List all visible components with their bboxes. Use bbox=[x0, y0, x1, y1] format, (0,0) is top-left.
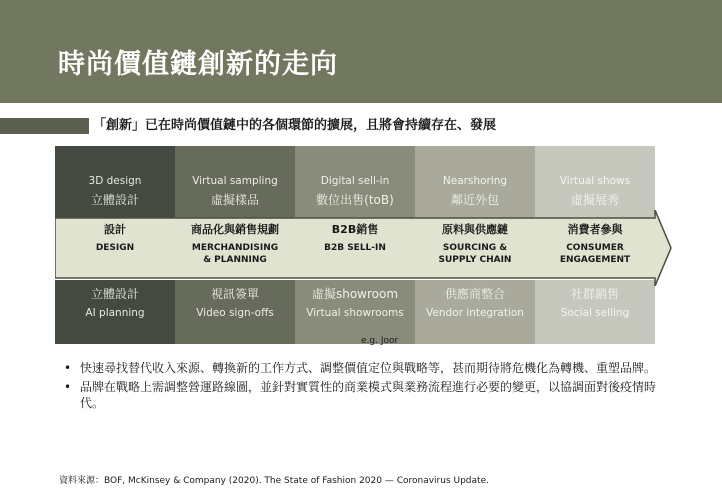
stage-label-en-line2: ENGAGEMENT bbox=[559, 255, 631, 265]
stage-label-zh: 消費者參與 bbox=[567, 223, 623, 236]
bullet-text: 品牌在戰略上需調整營運路線圖，並針對實質性的商業模式與業務流程進行必要的變更，以協調面對後疫情時代。 bbox=[80, 380, 657, 410]
subtitle: 「創新」已在時尚價值鏈中的各個環節的擴展，且將會持續存在、發展 bbox=[93, 118, 497, 133]
bottom-cell-zh: 社群銷售 bbox=[570, 287, 619, 301]
bullet-list bbox=[64, 360, 664, 414]
stage-sourcing bbox=[415, 222, 535, 266]
stage-b2b-sell-in bbox=[295, 222, 415, 254]
top-cell bbox=[175, 146, 295, 218]
top-cell-zh: 鄰近外包 bbox=[450, 193, 499, 207]
stage-design bbox=[55, 222, 175, 254]
page-title: 時尚價值鏈創新的走向 bbox=[58, 49, 338, 80]
bottom-cell-en: Vendor integration bbox=[426, 307, 524, 319]
stage-label-zh: B2B銷售 bbox=[331, 223, 379, 236]
bullet-item bbox=[64, 379, 664, 411]
top-cell bbox=[295, 146, 415, 218]
bottom-cell-zh: 立體設計 bbox=[90, 287, 139, 301]
example-note: e.g. Joor bbox=[361, 336, 399, 346]
top-cell-en: 3D design bbox=[88, 175, 142, 187]
top-cell bbox=[415, 146, 535, 218]
top-cell-zh: 虛擬展秀 bbox=[570, 193, 619, 207]
stage-merchandising bbox=[175, 222, 295, 266]
stage-label-en: MERCHANDISING bbox=[191, 243, 279, 253]
stage-label-en-line2: & PLANNING bbox=[203, 255, 267, 265]
bullet-dot: • bbox=[64, 380, 72, 394]
stage-label-zh: 設計 bbox=[104, 223, 126, 236]
bottom-cell bbox=[175, 280, 295, 344]
stage-label-en: DESIGN bbox=[95, 243, 135, 253]
top-cell bbox=[55, 146, 175, 218]
bottom-cell bbox=[295, 280, 415, 344]
stage-label-en: B2B SELL-IN bbox=[324, 243, 386, 253]
bullet-text: 快速尋找替代收入來源、轉換新的工作方式、調整價值定位與戰略等，甚而期待將危機化為轉機、重塑品牌。 bbox=[80, 361, 657, 375]
subtitle-accent-bar bbox=[0, 118, 89, 134]
bottom-cell bbox=[535, 280, 655, 344]
stage-label-en-line2: SUPPLY CHAIN bbox=[438, 255, 512, 265]
bottom-cell bbox=[415, 280, 535, 344]
bottom-cell bbox=[55, 280, 175, 344]
bottom-cell-zh: 供應商整合 bbox=[444, 287, 505, 301]
top-cell-zh: 數位出售(toB) bbox=[316, 193, 394, 207]
stage-label-zh: 原料與供應鏈 bbox=[442, 223, 508, 236]
top-cell-en: Virtual sampling bbox=[192, 175, 278, 187]
source-citation: 資料來源：BOF, McKinsey & Company (2020). The State of Fashion 2020 — Coronavirus Update. bbox=[59, 476, 489, 486]
bottom-cell-en: AI planning bbox=[85, 307, 145, 319]
title-banner bbox=[0, 0, 722, 103]
stage-label-en: SOURCING & bbox=[442, 243, 508, 253]
bullet-item bbox=[64, 360, 664, 376]
top-cell-zh: 立體設計 bbox=[90, 193, 139, 207]
bullet-dot: • bbox=[64, 361, 72, 375]
top-cell-en: Virtual shows bbox=[559, 175, 631, 187]
stage-label-zh: 商品化與銷售規劃 bbox=[191, 223, 279, 236]
top-cell-en: Digital sell-in bbox=[320, 175, 390, 187]
bottom-cell-zh: 視訊簽單 bbox=[210, 287, 259, 301]
top-cell-zh: 虛擬樣品 bbox=[210, 193, 259, 207]
bottom-cell-en: Social selling bbox=[560, 307, 630, 319]
stage-consumer-engagement bbox=[535, 222, 655, 266]
stage-label-en: CONSUMER bbox=[566, 243, 624, 253]
bottom-cell-zh: 虛擬showroom bbox=[311, 287, 399, 301]
bottom-cell-en: Virtual showrooms bbox=[306, 307, 404, 319]
top-cell-en: Nearshoring bbox=[442, 175, 508, 187]
top-cell bbox=[535, 146, 655, 218]
bottom-cell-en: Video sign-offs bbox=[196, 307, 274, 319]
